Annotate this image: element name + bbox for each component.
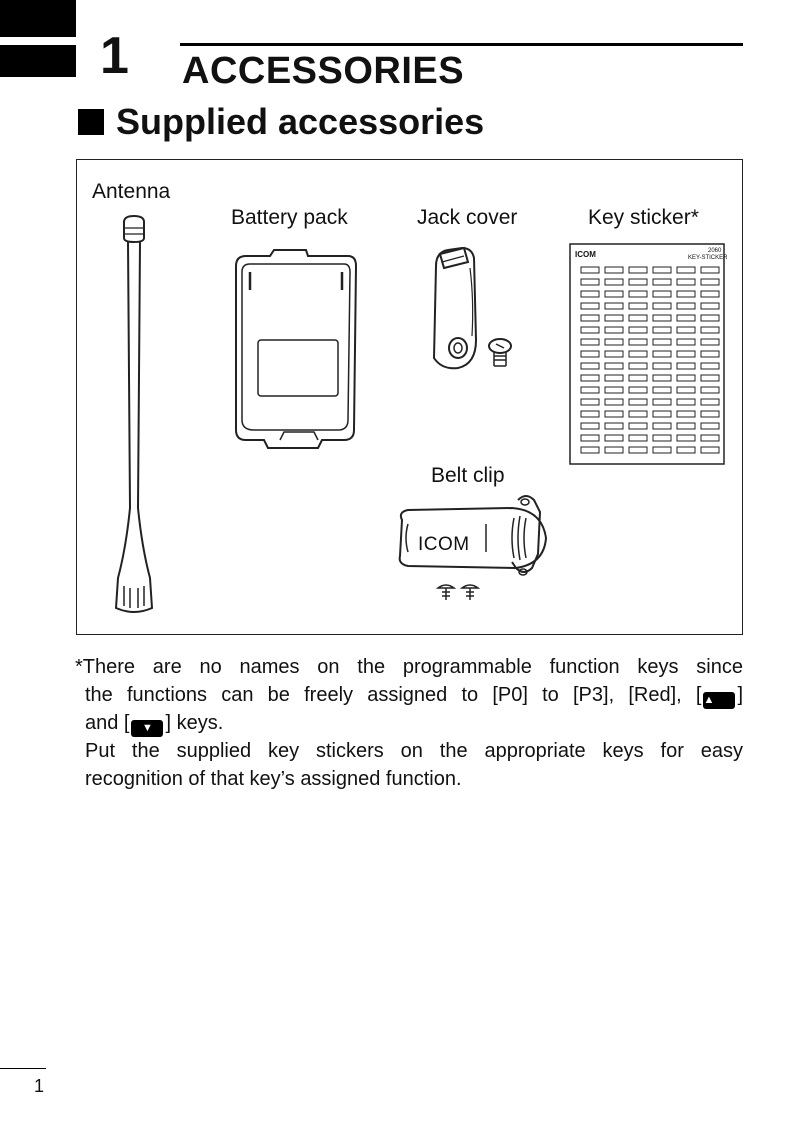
down-arrow-key-icon: ▼ bbox=[131, 720, 163, 737]
footnote-line-2-text: the functions can be freely assigned to [P0] to [P3], [Red], [ bbox=[85, 684, 702, 706]
square-bullet-icon bbox=[78, 109, 104, 135]
footnote-line-4: Put the supplied key stickers on the appropriate keys for easy bbox=[85, 740, 743, 762]
key-sticker-sheet bbox=[569, 243, 728, 465]
jack-cover-icon bbox=[418, 240, 528, 375]
chapter-rule bbox=[180, 43, 743, 46]
chapter-tab-lower bbox=[0, 45, 76, 77]
belt-clip-logo: ICOM bbox=[418, 534, 470, 555]
page-number-rule bbox=[0, 1068, 46, 1069]
section-heading bbox=[78, 101, 485, 142]
battery-pack-icon bbox=[222, 244, 362, 456]
key-sticker-label: Key sticker* bbox=[588, 206, 699, 229]
footnote-line-3 bbox=[75, 709, 743, 737]
sticker-model: 2060 bbox=[708, 248, 722, 254]
sticker-label-text: KEY-STICKER bbox=[688, 255, 728, 261]
footnote-line-5: recognition of that key’s assigned function. bbox=[85, 768, 462, 790]
section-title: Supplied accessories bbox=[116, 101, 485, 142]
footnote-line-2 bbox=[75, 681, 743, 709]
antenna-icon bbox=[100, 208, 170, 618]
up-arrow-key-icon: ▲ bbox=[703, 692, 735, 709]
belt-clip-label: Belt clip bbox=[431, 464, 505, 487]
battery-pack-label: Battery pack bbox=[231, 206, 348, 229]
footnote-line-1: *There are no names on the programmable function keys since bbox=[75, 656, 743, 678]
chapter-tab-upper bbox=[0, 0, 76, 37]
sticker-brand: ICOM bbox=[575, 250, 596, 259]
chapter-number: 1 bbox=[100, 27, 129, 85]
antenna-label: Antenna bbox=[92, 180, 171, 203]
chapter-title: ACCESSORIES bbox=[182, 50, 465, 92]
footnote-line-2-end: ] bbox=[737, 684, 743, 706]
footnote-line-3-end: ] keys. bbox=[165, 712, 224, 734]
page-number: 1 bbox=[34, 1076, 45, 1096]
footnote-line-3-text: and [ bbox=[85, 712, 130, 734]
footnote bbox=[75, 653, 743, 793]
belt-clip-icon bbox=[392, 488, 552, 608]
jack-cover-label: Jack cover bbox=[417, 206, 518, 229]
